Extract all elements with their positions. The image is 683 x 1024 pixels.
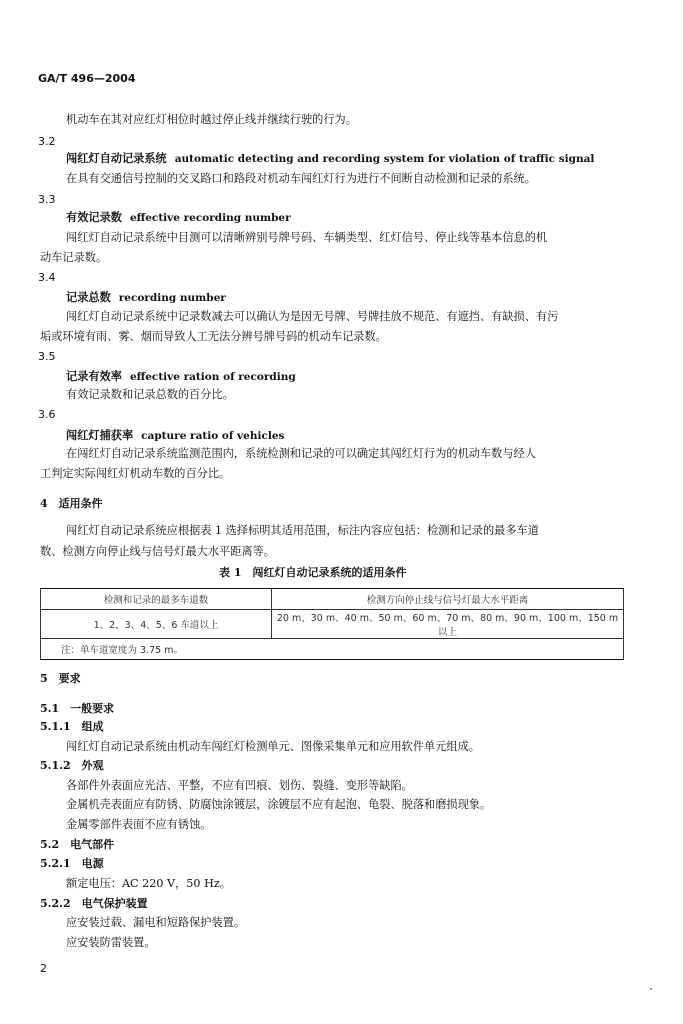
body-line: 应安装防雷装置。 xyxy=(66,936,156,949)
term-cn: 闯红灯捕获率 xyxy=(66,428,134,442)
subsection-heading: 5.2.1 电源 xyxy=(40,857,104,870)
body-line: 额定电压：AC 220 V，50 Hz。 xyxy=(66,877,231,890)
body-line: 金属机壳表面应有防锈、防腐蚀涂镀层，涂镀层不应有起泡、龟裂、脱落和磨损现象。 xyxy=(66,798,492,811)
page-number: 2 xyxy=(40,962,47,975)
term-en: recording number xyxy=(118,292,226,304)
term-heading xyxy=(66,290,226,305)
term-cn: 有效记录数 xyxy=(66,210,122,224)
body-line: 闯红灯自动记录系统由机动车闯红灯检测单元、图像采集单元和应用软件单元组成。 xyxy=(66,740,480,753)
standard-number: GA/T 496—2004 xyxy=(38,72,136,85)
definition-line: 动车记录数。 xyxy=(40,251,108,264)
definition-line: 在具有交通信号控制的交叉路口和路段对机动车闯红灯行为进行不间断自动检测和记录的系统。 xyxy=(66,172,536,185)
section-heading: 4 适用条件 xyxy=(40,497,103,510)
term-heading xyxy=(66,369,296,384)
section-heading: 5 要求 xyxy=(40,672,81,685)
subsection-heading: 5.2 电气部件 xyxy=(40,838,115,851)
body-line: 各部件外表面应光洁、平整，不应有凹痕、划伤、裂缝、变形等缺陷。 xyxy=(66,779,413,792)
applicability-table xyxy=(40,588,624,660)
table-note: 注：单车道宽度为 3.75 m。 xyxy=(41,639,624,660)
body-line: 应安装过载、漏电和短路保护装置。 xyxy=(66,916,246,929)
term-en: automatic detecting and recording system for violation of traffic signal xyxy=(174,153,595,165)
clause-number: 3.6 xyxy=(38,408,56,421)
table-header-distance: 检测方向停止线与信号灯最大水平距离 xyxy=(272,589,624,610)
scan-speck xyxy=(650,988,652,990)
clause-number: 3.4 xyxy=(38,271,56,284)
table-caption: 表 1 闯红灯自动记录系统的适用条件 xyxy=(219,566,407,579)
table-header-lanes: 检测和记录的最多车道数 xyxy=(41,589,272,610)
subsection-heading: 5.1 一般要求 xyxy=(40,702,115,715)
body-line: 金属零部件表面不应有锈蚀。 xyxy=(66,818,212,831)
table-cell: 1、2、3、4、5、6 车道以上 xyxy=(41,610,272,639)
definition-line: 工判定实际闯红灯机动车数的百分比。 xyxy=(40,467,231,480)
definition-line: 闯红灯自动记录系统中记录数减去可以确认为是因无号牌、号牌挂放不规范、有遮挡、有缺损、有污 xyxy=(66,310,559,323)
table-cell: 20 m、30 m、40 m、50 m、60 m、70 m、80 m、90 m、100 m、150 m 以上 xyxy=(272,610,624,639)
body-line: 闯红灯自动记录系统应根据表 1 选择标明其适用范围，标注内容应包括：检测和记录的最多车道 xyxy=(66,524,539,537)
clause-number: 3.2 xyxy=(38,135,56,148)
table-row xyxy=(41,610,624,639)
subsection-heading: 5.1.1 组成 xyxy=(40,720,104,733)
definition-line: 在闯红灯自动记录系统监测范围内，系统检测和记录的可以确定其闯红灯行为的机动车数与经人 xyxy=(66,447,536,460)
subsection-heading: 5.1.2 外观 xyxy=(40,759,104,772)
definition-line: 垢或环境有雨、雾、烟而导致人工无法分辨号牌号码的机动车记录数。 xyxy=(40,330,387,343)
clause-number: 3.3 xyxy=(38,193,56,206)
definition-line: 闯红灯自动记录系统中目测可以清晰辨别号牌号码、车辆类型、红灯信号、停止线等基本信息的机 xyxy=(66,231,548,244)
body-line: 数、检测方向停止线与信号灯最大水平距离等。 xyxy=(40,545,275,558)
term-heading xyxy=(66,210,291,225)
term-en: effective recording number xyxy=(129,212,291,224)
term-heading xyxy=(66,151,594,166)
term-cn: 闯红灯自动记录系统 xyxy=(66,151,167,165)
text-line: 机动车在其对应红灯相位时越过停止线并继续行驶的行为。 xyxy=(66,113,357,126)
term-cn: 记录有效率 xyxy=(66,369,122,383)
term-heading xyxy=(66,428,284,443)
subsection-heading: 5.2.2 电气保护装置 xyxy=(40,897,148,910)
term-en: capture ratio of vehicles xyxy=(141,430,285,442)
clause-number: 3.5 xyxy=(38,350,56,363)
definition-line: 有效记录数和记录总数的百分比。 xyxy=(66,388,234,401)
term-en: effective ration of recording xyxy=(129,371,296,383)
term-cn: 记录总数 xyxy=(66,290,111,304)
